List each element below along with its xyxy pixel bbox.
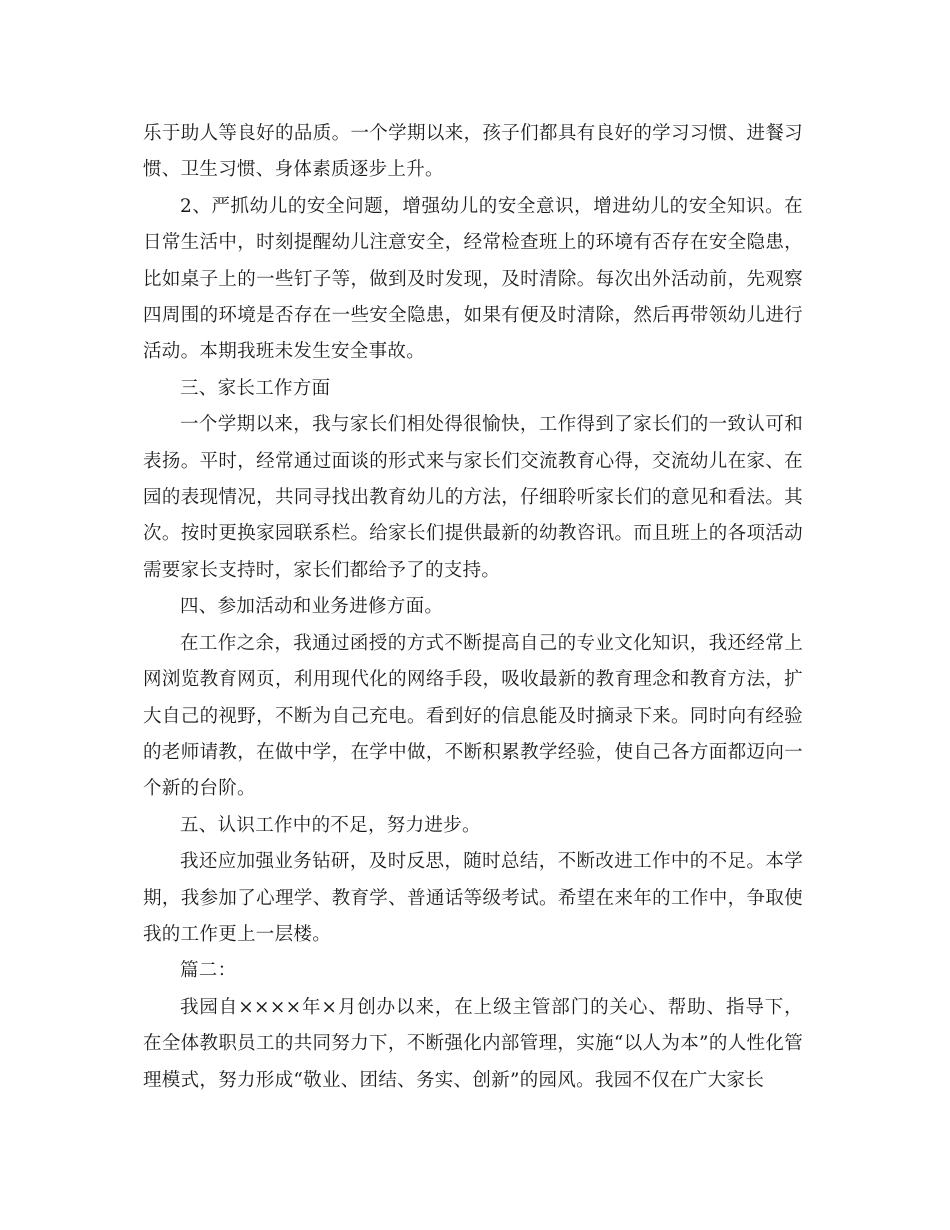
heading-shortcomings: 五、认识工作中的不足，努力进步。 <box>180 814 481 836</box>
heading-activities-training: 四、参加活动和业务进修方面。 <box>180 596 444 618</box>
document-body <box>143 116 803 1099</box>
paragraph-habits-continuation: 乐于助人等良好的品质。一个学期以来，孩子们都具有良好的学习习惯、进餐习惯、卫生习惯、身体素质逐步上升。 <box>143 123 803 181</box>
paragraph-parent-work: 一个学期以来，我与家长们相处得很愉快，工作得到了家长们的一致认可和表扬。平时，经常通过面谈的形式来与家长们交流教育心得，交流幼儿在家、在园的表现情况，共同寻找出教育幼儿的方法，仔细聆听家长们的意见和看法。其次。按时更换家园联系栏。给家长们提供最新的幼教咨讯。而且班上的各项活动需要家长支持时，家长们都给予了的支持。 <box>143 414 803 581</box>
paragraph-part-two-intro: 我园自××××年×月创办以来，在上级主管部门的关心、帮助、指导下，在全体教职员工的共同努力下，不断强化内部管理，实施“以人为本”的人性化管理模式，努力形成“敬业、团结、务实、创新”的园风。我园不仅在广大家长 <box>143 996 803 1091</box>
heading-parent-work: 三、家长工作方面 <box>180 377 331 399</box>
paragraph-activities-training: 在工作之余，我通过函授的方式不断提高自己的专业文化知识，我还经常上网浏览教育网页，利用现代化的网络手段，吸收最新的教育理念和教育方法，扩大自己的视野，不断为自己充电。看到好的信息能及时摘录下来。同时向有经验的老师请教，在做中学，在学中做，不断积累教学经验，使自己各方面都迈向一个新的台阶。 <box>143 632 803 800</box>
heading-part-two: 篇二： <box>180 960 237 982</box>
paragraph-shortcomings: 我还应加强业务钻研，及时反思，随时总结，不断改进工作中的不足。本学期，我参加了心理学、教育学、普通话等级考试。希望在来年的工作中，争取使我的工作更上一层楼。 <box>143 851 803 945</box>
paragraph-safety: 2、严抓幼儿的安全问题，增强幼儿的安全意识，增进幼儿的安全知识。在日常生活中，时刻提醒幼儿注意安全，经常检查班上的环境有否存在安全隐患，比如桌子上的一些钉子等，做到及时发现，及时清除。每次出外活动前，先观察四周围的环境是否存在一些安全隐患，如果有便及时清除，然后再带领幼儿进行活动。本期我班未发生安全事故。 <box>143 195 803 363</box>
